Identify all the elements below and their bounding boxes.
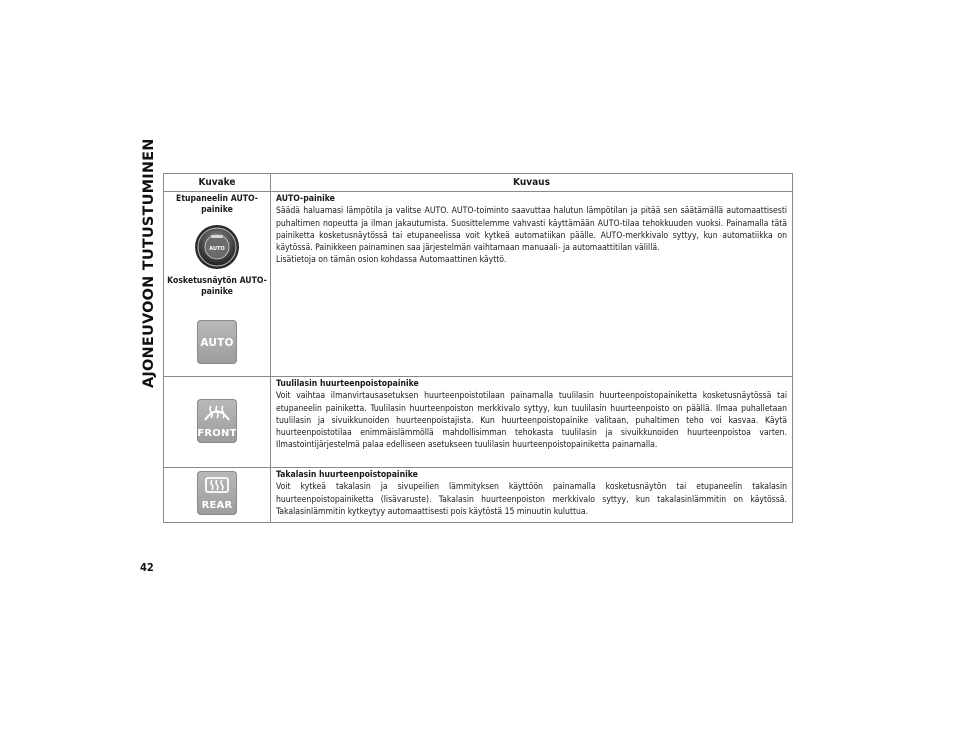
controls-table [163,173,793,523]
front-panel-auto-label: Etupaneelin AUTO-painike [176,194,258,215]
rear-body: Voit kytkeä takalasin ja sivupeilien lämmityksen käyttöön painamalla kosketusnäytön tai etupaneelin takalasin huurteenpoistopainiketta (lisävaruste). Takalasin huurteenpoiston merkkivalo syttyy, kun takalasinlämmitin on käytössä. Takalasinlämmitin kytkeytyy automaattisesti pois käytöstä 15 minuutin kuluttua. [276,482,787,517]
table-row-auto [164,192,793,377]
icon-cell-auto [164,192,271,377]
icon-cell-rear [164,468,271,523]
table-row-rear-defrost [164,468,793,523]
auto-button[interactable] [197,320,237,364]
table-row-front-defrost [164,377,793,468]
description-rear [271,468,793,523]
front-button-text: FRONT [197,428,237,439]
header-description: Kuvaus [271,174,793,192]
description-auto [271,192,793,377]
front-title: Tuulilasin huurteenpoistopainike [276,379,419,389]
windshield-defrost-icon [197,399,237,429]
rear-window-defrost-icon [197,471,237,501]
rear-defrost-button[interactable] [197,471,237,515]
description-front [271,377,793,468]
section-side-title: AJONEUVOON TUTUSTUMINEN [141,138,157,388]
auto-button-text: AUTO [200,337,234,349]
header-icon: Kuvake [164,174,271,192]
auto-note: Lisätietoja on tämän osion kohdassa Automaattinen käyttö. [276,255,507,266]
rear-title: Takalasin huurteenpoistopainike [276,470,418,480]
knob-auto-text: AUTO [209,246,225,252]
auto-knob-icon [194,224,240,270]
page-number: 42 [140,561,154,574]
table-header-row [164,174,793,192]
auto-title: AUTO-painike [276,194,335,204]
auto-body: Säädä haluamasi lämpötila ja valitse AUTO. AUTO-toiminto saavuttaa halutun lämpötilan ja pitää sen säätämällä automaattisesti puhaltimen nopeutta ja ilman jakautumista. Suosittelemme vahvasti käyttämään AUTO-tilaa tehokkuuden vuoksi. Painamalla tätä painiketta kosketusnäytössä tai etupaneelissa voit kytkeä automatiikan päälle. AUTO-merkkivalo syttyy, kun automatiikka on käytössä. Painikkeen painaminen saa järjestelmän vaihtamaan manuaali- ja automaattitilan välillä. [276,206,787,254]
touchscreen-auto-label: Kosketusnäytön AUTO-painike [167,276,267,297]
front-defrost-button[interactable] [197,399,237,443]
front-body: Voit vaihtaa ilmanvirtausasetuksen huurteenpoistotilaan painamalla tuulilasin huurteenpoistopainiketta kosketusnäytössä tai etupaneelin painiketta. Tuulilasin huurteenpoiston merkkivalo syttyy, kun tuulilasin huurteenpoisto on päällä. Ilmaa puhalletaan tuulilasin ja sivuikkunoiden huurteenpoistajista. Kun huurteenpoistopainike valitaan, puhaltimen teho voi kasvaa. Käytä huurteenpoistotilaa enimmäislämmöllä mahdollisimman tehokasta tuulilasin ja sivuikkunoiden huurteenpoistoa varten. Ilmastointijärjestelmä palaa edelliseen asetukseen tuulilasin huurteenpoistopainiketta painamalla. [276,391,787,451]
rear-button-text: REAR [201,500,233,511]
icon-cell-front [164,377,271,468]
